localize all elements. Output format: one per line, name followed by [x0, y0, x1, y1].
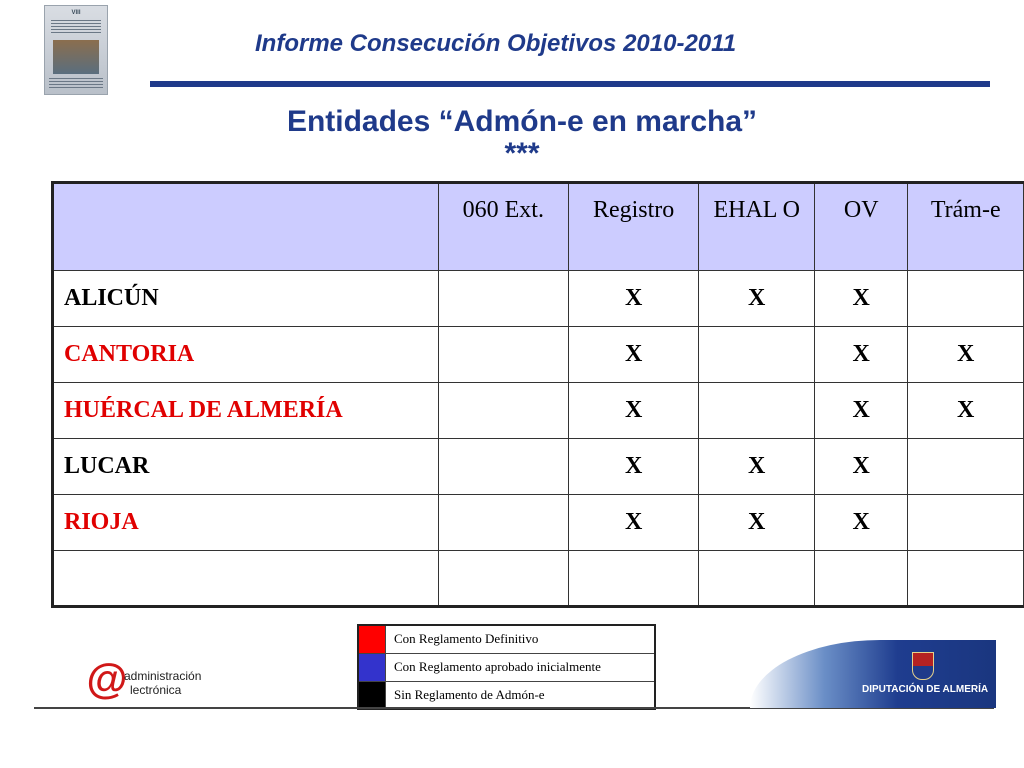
entity-name: CANTORIA [53, 327, 439, 383]
table-cell [699, 327, 815, 383]
table-cell [908, 495, 1024, 551]
table-cell: X [568, 383, 699, 439]
slide-subtitle: *** [504, 137, 540, 170]
table-cell: X [908, 383, 1024, 439]
table-cell: X [568, 439, 699, 495]
diputacion-banner [750, 640, 996, 708]
poster-title: VIII [71, 10, 81, 16]
entity-name: LUCAR [53, 439, 439, 495]
column-header-registro: Registro [568, 183, 699, 271]
table-cell: X [568, 327, 699, 383]
column-header-entity [53, 183, 439, 271]
entity-name: RIOJA [53, 495, 439, 551]
table-cell: X [814, 383, 907, 439]
table-cell: X [814, 495, 907, 551]
column-header-ov: OV [814, 183, 907, 271]
poster-footer-lines [49, 78, 103, 88]
table-row [53, 327, 1024, 383]
entity-name: ALICÚN [53, 271, 439, 327]
administracion-electronica-logo [86, 655, 226, 705]
table-cell [699, 383, 815, 439]
table-cell [699, 551, 815, 607]
legend-swatch [358, 681, 386, 709]
legend-row [358, 681, 655, 709]
legend-swatch [358, 653, 386, 681]
legend-label: Sin Reglamento de Admón-e [386, 681, 656, 709]
table-cell [438, 495, 568, 551]
table-cell: X [699, 439, 815, 495]
column-header-ehalo: EHAL O [699, 183, 815, 271]
table-cell: X [568, 495, 699, 551]
table-cell: X [568, 271, 699, 327]
legend-label: Con Reglamento Definitivo [386, 625, 656, 653]
table-row [53, 439, 1024, 495]
entities-table [51, 181, 1024, 608]
logo-line-1: administración [124, 669, 202, 683]
table-cell: X [814, 271, 907, 327]
table-cell: X [814, 327, 907, 383]
table-cell [438, 327, 568, 383]
table-cell [814, 551, 907, 607]
table-cell: X [814, 439, 907, 495]
legend-swatch [358, 625, 386, 653]
header-divider [150, 81, 990, 87]
table-header-row [53, 183, 1024, 271]
table-cell [438, 383, 568, 439]
column-header-060-ext: 060 Ext. [438, 183, 568, 271]
column-header-tram-e: Trám-e [908, 183, 1024, 271]
slide-title: Entidades “Admón-e en marcha” [286, 105, 758, 138]
at-sign-icon: @ [86, 655, 128, 702]
table-cell [908, 551, 1024, 607]
entity-name [53, 551, 439, 607]
table-cell [568, 551, 699, 607]
table-cell [908, 439, 1024, 495]
legend-row [358, 653, 655, 681]
legend [357, 624, 656, 710]
table-row [53, 383, 1024, 439]
table-cell [908, 271, 1024, 327]
legend-row [358, 625, 655, 653]
poster-text-lines [51, 20, 101, 34]
poster-image [53, 40, 99, 74]
table-cell [438, 551, 568, 607]
conference-poster-thumbnail [44, 5, 108, 95]
logo-line-2: lectrónica [130, 683, 182, 697]
table-cell: X [699, 271, 815, 327]
table-cell [438, 439, 568, 495]
header-title: Informe Consecución Objetivos 2010-2011 [255, 30, 737, 57]
coat-of-arms-icon [912, 652, 934, 680]
legend-label: Con Reglamento aprobado inicialmente [386, 653, 656, 681]
table-cell: X [908, 327, 1024, 383]
table-row [53, 495, 1024, 551]
table-cell: X [699, 495, 815, 551]
table-row [53, 551, 1024, 607]
entity-name: HUÉRCAL DE ALMERÍA [53, 383, 439, 439]
table-cell [438, 271, 568, 327]
diputacion-name: DIPUTACIÓN DE ALMERÍA [862, 684, 989, 695]
table-row [53, 271, 1024, 327]
